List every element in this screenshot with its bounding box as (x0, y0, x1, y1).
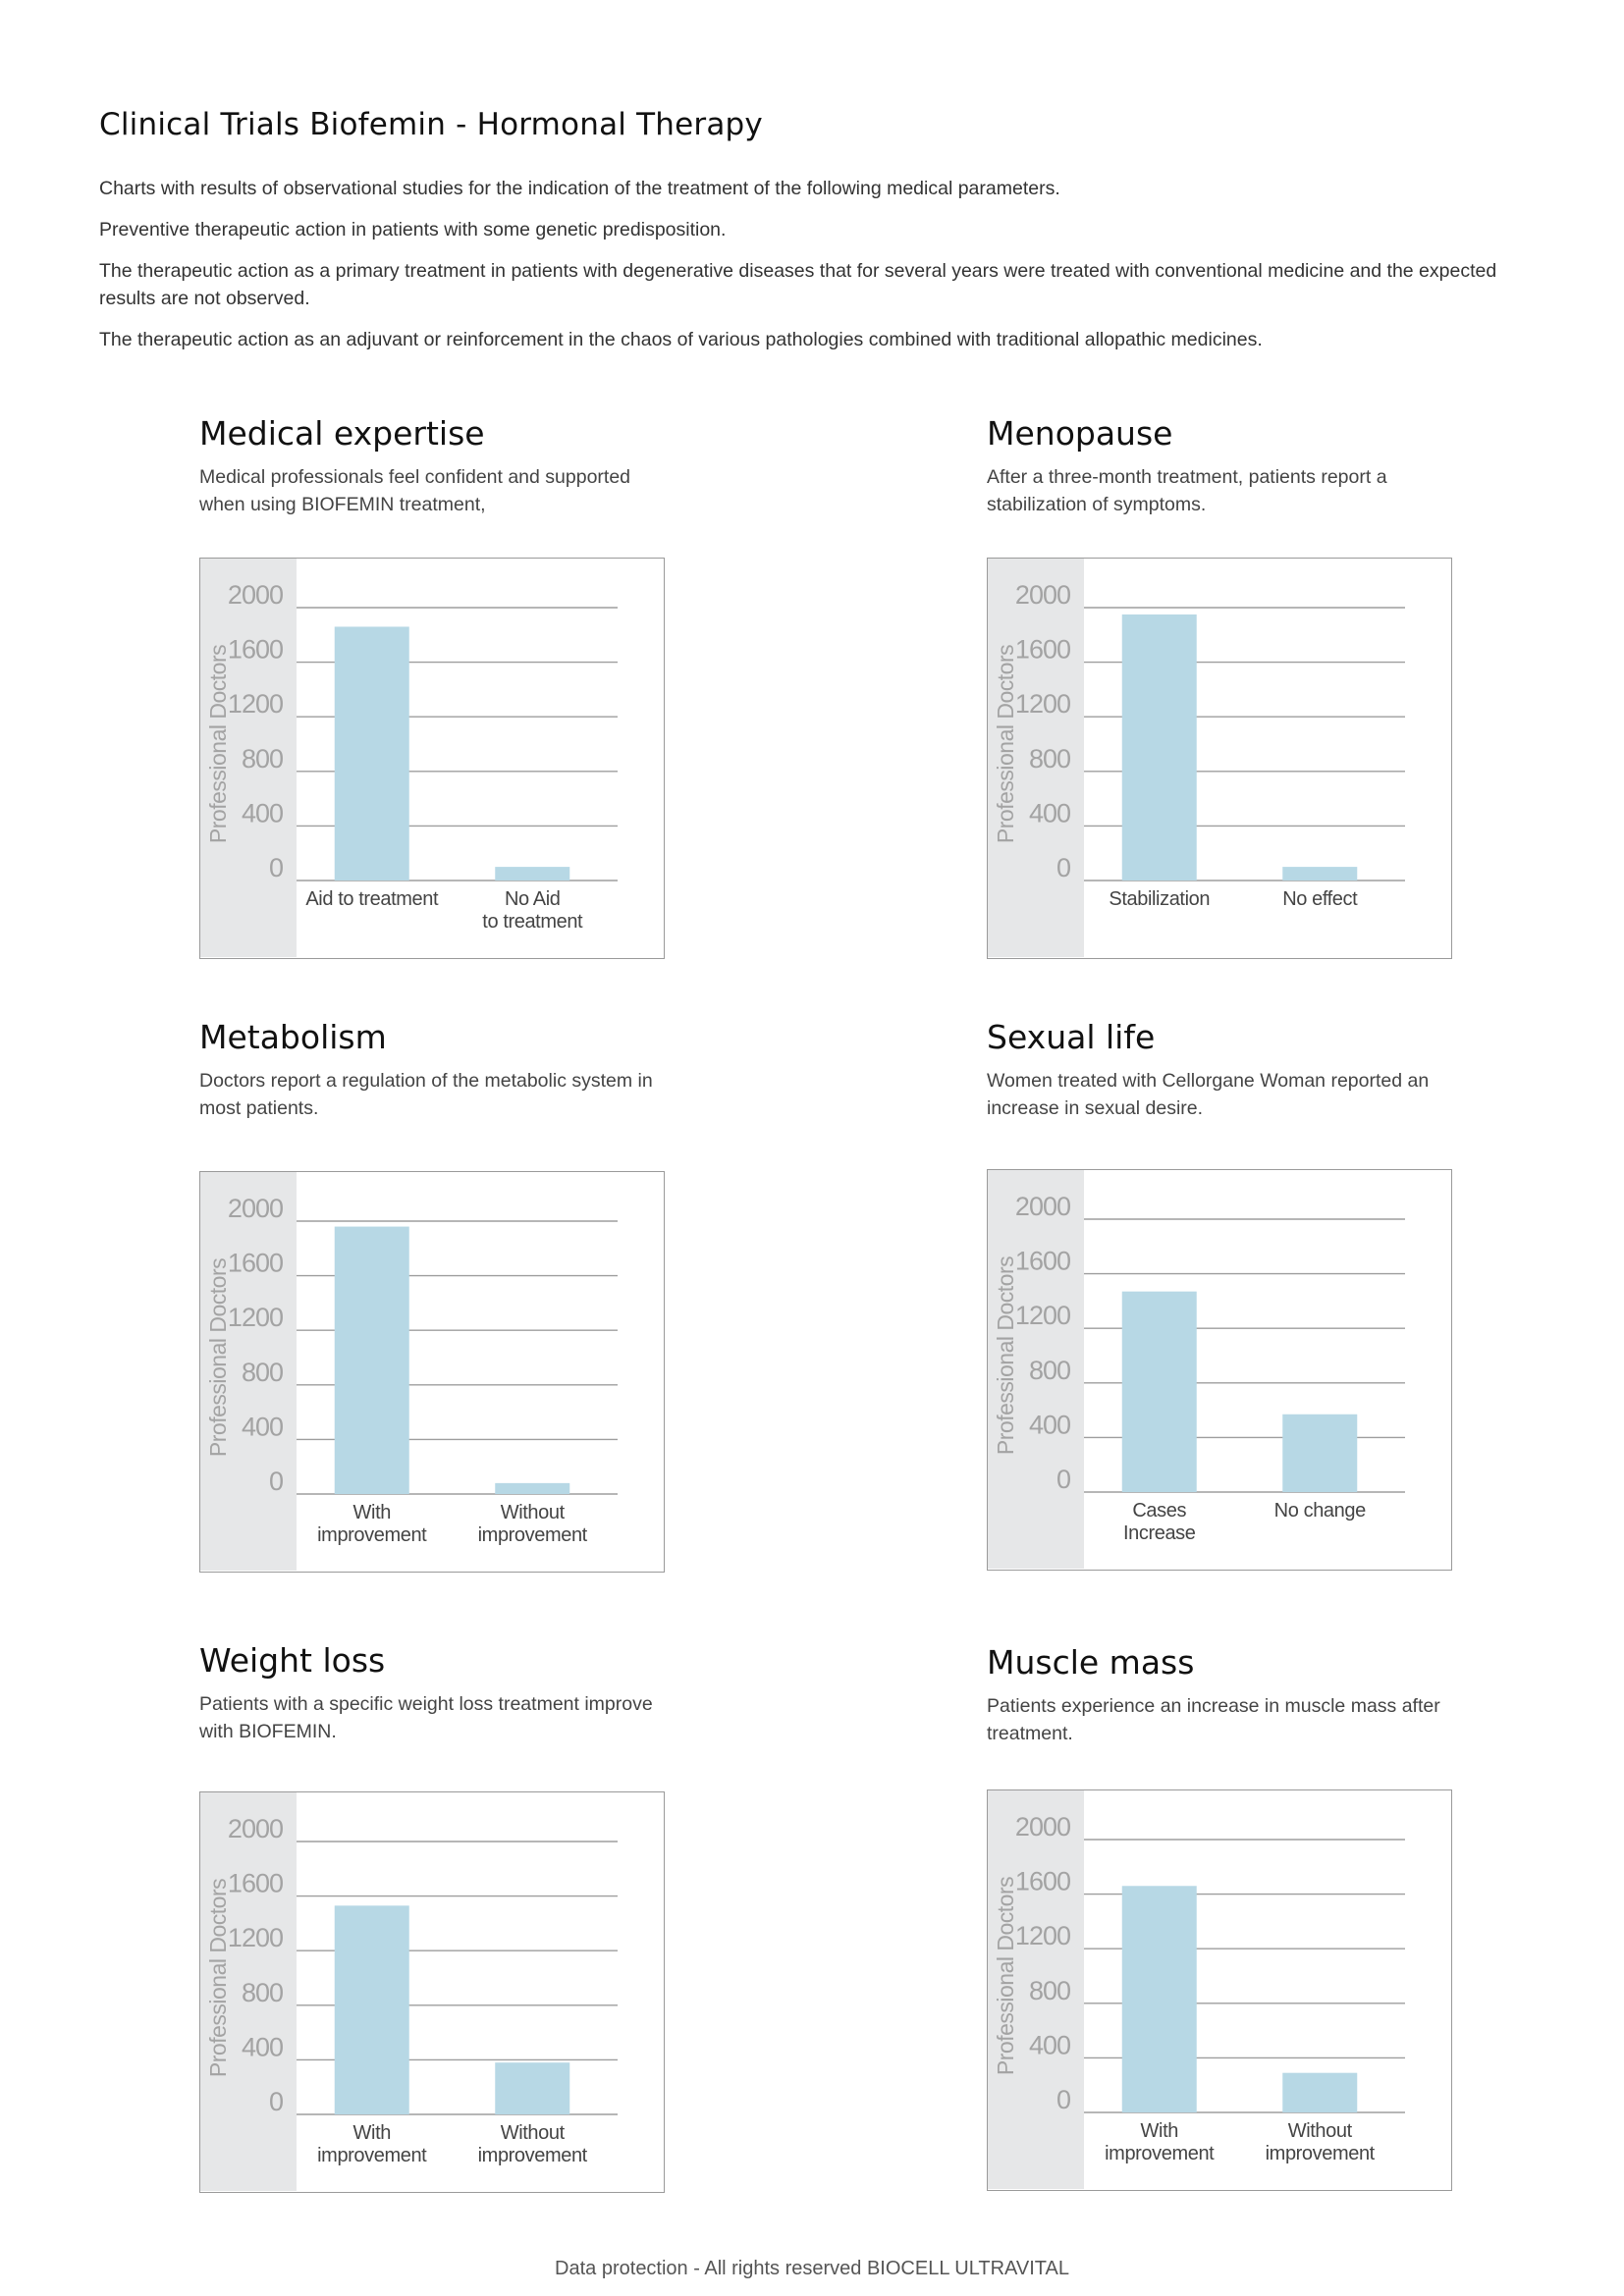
y-tick-label: 800 (241, 743, 283, 774)
y-axis-label: Professional Doctors (993, 1876, 1018, 2076)
y-tick-label: 800 (1028, 1355, 1070, 1385)
bar (1122, 1886, 1197, 2112)
y-tick-label: 0 (1056, 1465, 1070, 1494)
bar-chart (988, 559, 1450, 957)
y-tick-label: 0 (268, 853, 283, 882)
x-category-label: Without (500, 2122, 565, 2144)
x-category-label: With (1140, 2120, 1178, 2142)
y-tick-label: 400 (1028, 2030, 1070, 2060)
intro-text (99, 175, 1533, 367)
chart-frame (987, 1169, 1452, 1571)
panel-description: After a three-month treatment, patients report a stabilization of symptoms. (987, 466, 1387, 515)
x-category-label: improvement (317, 2145, 427, 2166)
y-tick-label: 1600 (1014, 634, 1070, 665)
chart-frame (199, 558, 665, 959)
chart-panel-sexual-life (987, 1016, 1458, 1544)
y-tick-label: 0 (1056, 2085, 1070, 2114)
y-tick-label: 1200 (227, 1303, 283, 1333)
chart-frame (199, 1791, 665, 2193)
x-category-label: Aid to treatment (305, 888, 439, 910)
x-category-label: No effect (1282, 888, 1358, 910)
x-category-label: to treatment (482, 911, 583, 933)
page-title: Clinical Trials Biofemin - Hormonal Therapy (99, 106, 763, 142)
panel-description: Patients experience an increase in muscle mass after treatment. (987, 1695, 1440, 1744)
bar (335, 1905, 409, 2114)
y-tick-label: 2000 (1014, 580, 1070, 610)
intro-paragraph: The therapeutic action as an adjuvant or reinforcement in the chaos of various pathologies combined with traditional allopathic medicines. (99, 329, 1263, 350)
x-category-label: No change (1273, 1500, 1366, 1522)
chart-panel-weight-loss (199, 1639, 671, 2166)
y-tick-label: 1200 (227, 1923, 283, 1953)
y-tick-label: 0 (1056, 853, 1070, 882)
y-tick-label: 800 (1028, 1975, 1070, 2005)
chart-frame (199, 1171, 665, 1573)
bar-chart (200, 1792, 663, 2191)
bar (495, 867, 569, 881)
x-category-label: With (352, 1502, 391, 1523)
bar-chart (200, 1172, 663, 1571)
y-tick-label: 800 (241, 1977, 283, 2007)
y-tick-label: 2000 (227, 1194, 283, 1223)
x-category-label: improvement (477, 1524, 587, 1546)
panel-heading: Medical expertise (199, 414, 485, 453)
x-category-label: improvement (1105, 2143, 1215, 2164)
bar (495, 2062, 569, 2114)
chart-frame (987, 558, 1452, 959)
bar (335, 626, 409, 881)
bar (1282, 1415, 1357, 1492)
y-axis-label: Professional Doctors (993, 1255, 1018, 1456)
panel-description: Doctors report a regulation of the metabolic system in most patients. (199, 1070, 653, 1119)
y-tick-label: 1200 (1014, 1301, 1070, 1331)
x-category-label: improvement (317, 1524, 427, 1546)
bar-chart (200, 559, 663, 957)
intro-paragraph: Charts with results of observational studies for the indication of the treatment of the following medical parameters. (99, 178, 1060, 199)
panel-heading: Menopause (987, 414, 1173, 453)
intro-paragraph: Preventive therapeutic action in patients with some genetic predisposition. (99, 219, 727, 240)
bar (1282, 867, 1357, 881)
y-axis-label: Professional Doctors (993, 644, 1018, 844)
panel-heading: Weight loss (199, 1641, 386, 1680)
x-category-label: No Aid (504, 888, 561, 910)
chart-panel-menopause (987, 412, 1458, 910)
x-category-label: Increase (1122, 1522, 1196, 1544)
bar (1122, 614, 1197, 881)
y-axis-label: Professional Doctors (205, 1878, 231, 2078)
y-tick-label: 400 (1028, 1410, 1070, 1440)
y-tick-label: 400 (241, 2032, 283, 2062)
y-tick-label: 1200 (1014, 1921, 1070, 1951)
y-tick-label: 800 (1028, 743, 1070, 774)
y-axis-label: Professional Doctors (205, 644, 231, 844)
panel-description: Patients with a specific weight loss treatment improve with BIOFEMIN. (199, 1693, 653, 1742)
y-tick-label: 2000 (227, 580, 283, 610)
y-tick-label: 800 (241, 1357, 283, 1387)
panel-description: Medical professionals feel confident and supported when using BIOFEMIN treatment, (199, 466, 631, 515)
panel-heading: Sexual life (987, 1018, 1156, 1056)
panel-heading: Muscle mass (987, 1643, 1195, 1682)
y-axis-label: Professional Doctors (205, 1257, 231, 1458)
panel-description: Women treated with Cellorgane Woman reported an increase in sexual desire. (987, 1070, 1430, 1119)
x-category-label: Without (500, 1502, 565, 1523)
bar (335, 1227, 409, 1494)
y-tick-label: 400 (241, 798, 283, 828)
chart-frame (987, 1789, 1452, 2191)
y-tick-label: 1600 (227, 1248, 283, 1278)
x-category-label: improvement (477, 2145, 587, 2166)
panel-heading: Metabolism (199, 1018, 387, 1056)
x-category-label: Cases (1132, 1500, 1187, 1522)
y-tick-label: 2000 (1014, 1812, 1070, 1842)
bar-chart (988, 1170, 1450, 1569)
y-tick-label: 1200 (1014, 689, 1070, 720)
y-tick-label: 1600 (1014, 1246, 1070, 1276)
x-category-label: improvement (1265, 2143, 1375, 2164)
x-category-label: Stabilization (1109, 888, 1211, 910)
y-tick-label: 1200 (227, 689, 283, 720)
bar-chart (988, 1790, 1450, 2189)
bar (495, 1483, 569, 1494)
chart-panel-muscle-mass (987, 1641, 1458, 2164)
bar (1122, 1292, 1197, 1492)
y-tick-label: 0 (268, 1467, 283, 1496)
y-tick-label: 400 (1028, 798, 1070, 828)
bar (1282, 2073, 1357, 2112)
chart-panel-metabolism (199, 1016, 671, 1546)
y-tick-label: 2000 (227, 1814, 283, 1843)
x-category-label: With (352, 2122, 391, 2144)
footer-copyright: Data protection - All rights reserved BIOCELL ULTRAVITAL (555, 2258, 1069, 2279)
y-tick-label: 1600 (227, 1868, 283, 1898)
y-tick-label: 2000 (1014, 1192, 1070, 1221)
x-category-label: Without (1287, 2120, 1352, 2142)
y-tick-label: 1600 (227, 634, 283, 665)
chart-panel-medical-expertise (199, 412, 671, 933)
y-tick-label: 0 (268, 2087, 283, 2116)
y-tick-label: 400 (241, 1412, 283, 1442)
y-tick-label: 1600 (1014, 1866, 1070, 1896)
intro-paragraph: The therapeutic action as a primary treatment in patients with degenerative diseases that for several years were treated with conventional medicine and the expected results are not observed. (99, 260, 1497, 309)
